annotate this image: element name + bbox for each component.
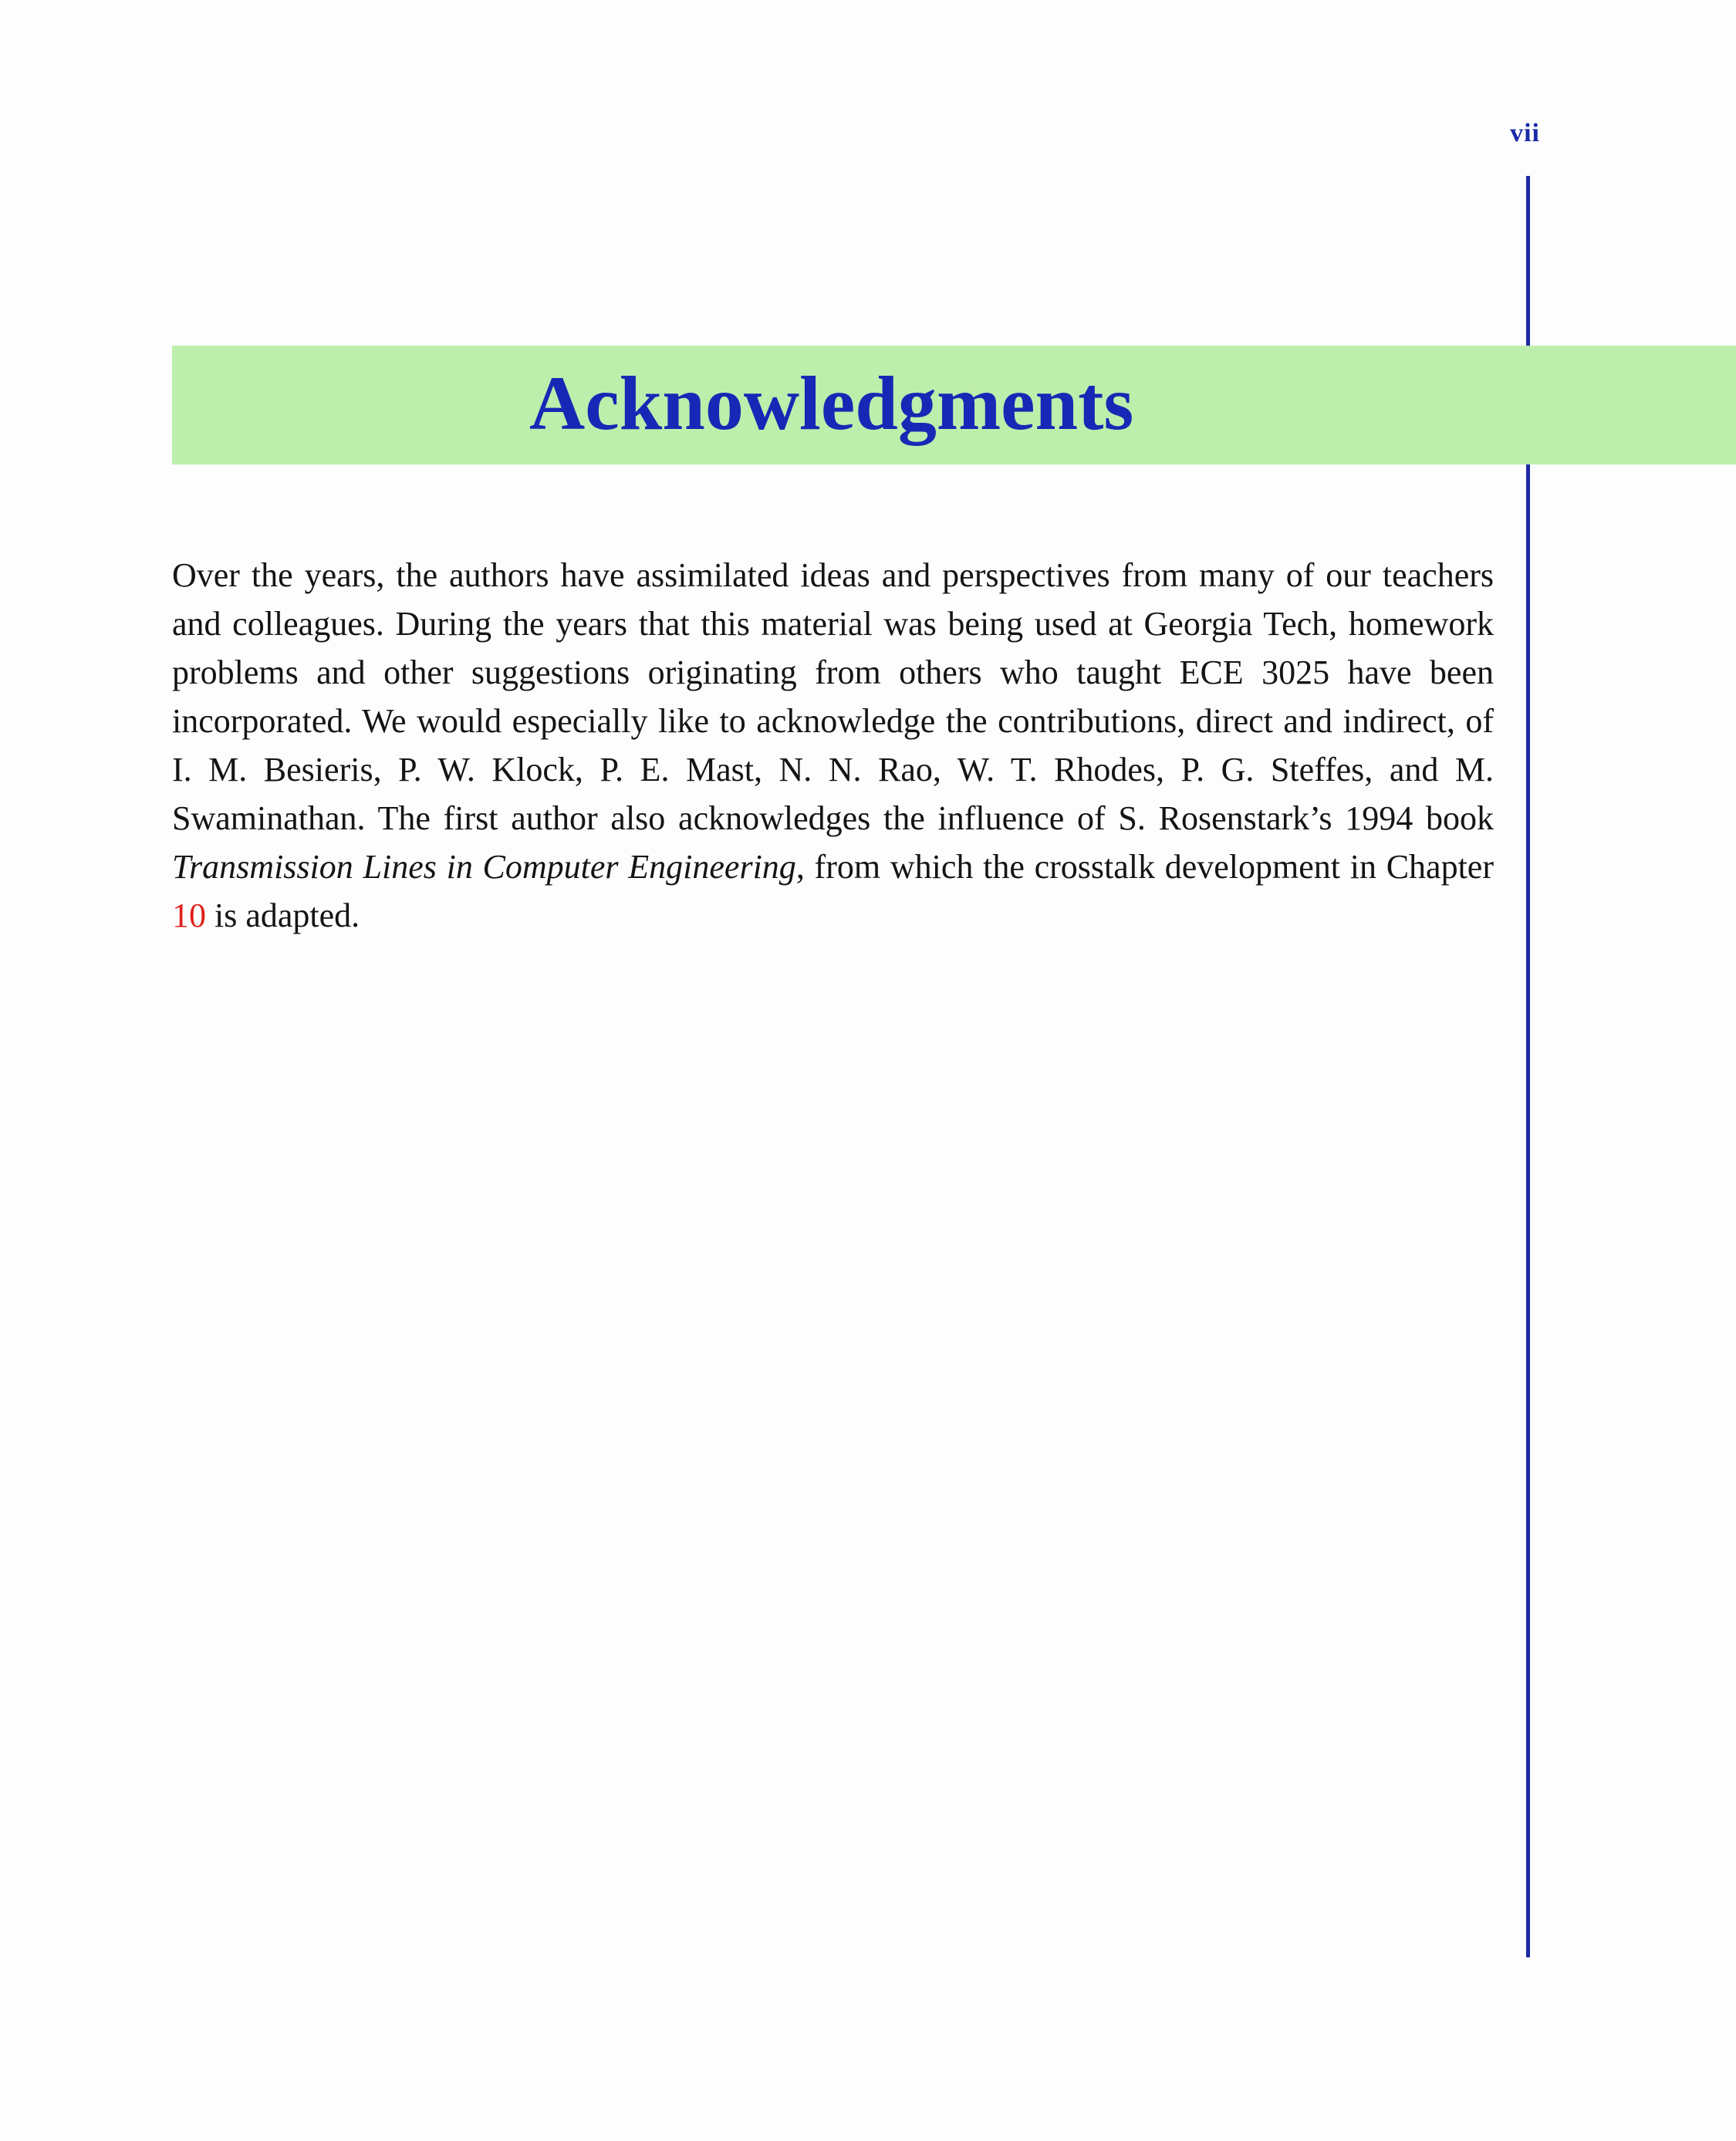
paragraph-text-end: is adapted. (206, 897, 360, 934)
page-title: Acknowledgments (529, 360, 1134, 446)
margin-rule-bottom (1526, 464, 1530, 1957)
chapter-reference-link[interactable]: 10 (172, 897, 206, 934)
paragraph-text-middle: , from which the crosstalk development in Chapter (795, 848, 1494, 886)
margin-rule-top (1526, 176, 1530, 346)
acknowledgments-paragraph (172, 551, 1494, 940)
page-number: vii (1510, 119, 1540, 147)
book-title: Transmission Lines in Computer Engineering (172, 848, 796, 886)
paragraph-text-start: Over the years, the authors have assimilated ideas and perspectives from many of our teachers and colleagues. During the years that this material was being used at Georgia Tech, homework problems and other suggestions originating from others who taught ECE 3025 have been incorporated. We would especially like to acknowledge the contributions, direct and indirect, of I. M. Besieris, P. W. Klock, P. E. Mast, N. N. Rao, W. T. Rhodes, P. G. Steffes, and M. Swaminathan. The first author also acknowledges the influence of S. Rosenstark’s 1994 book (172, 556, 1494, 837)
